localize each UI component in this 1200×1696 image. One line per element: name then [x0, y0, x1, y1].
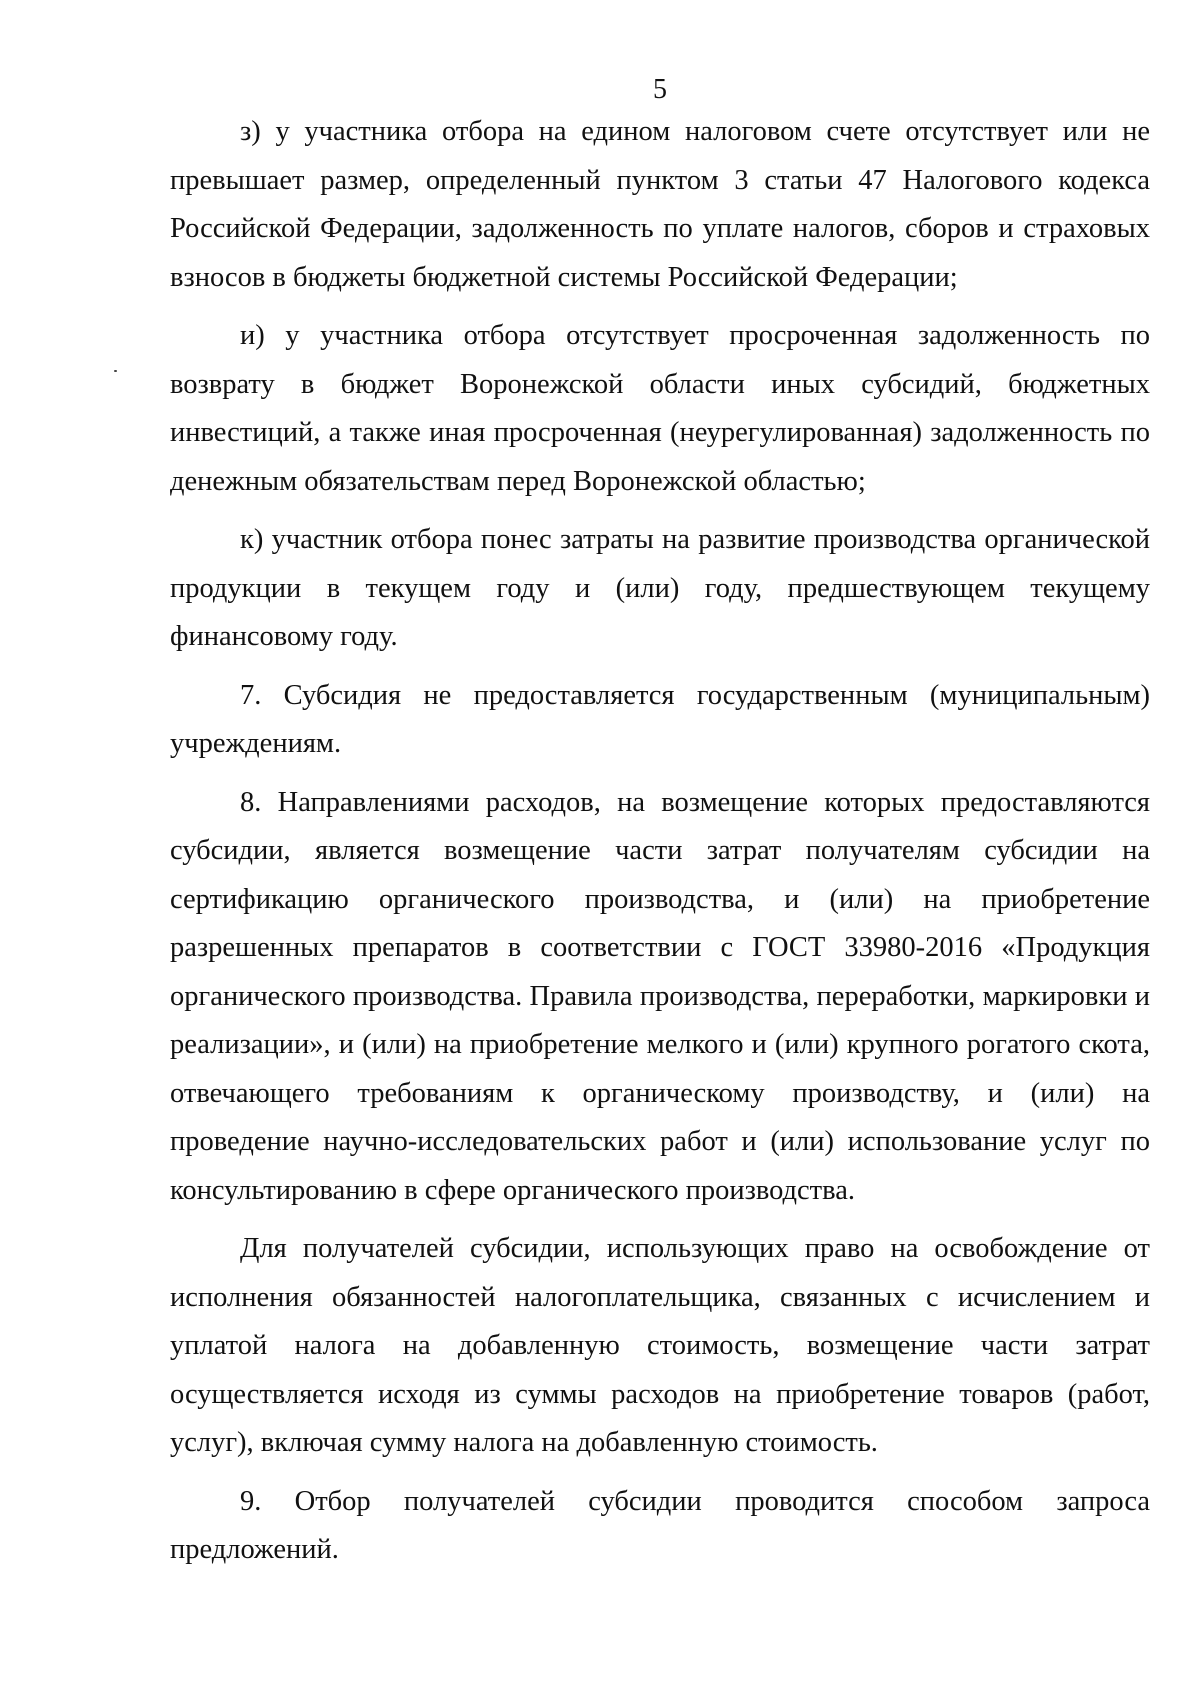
page-number: 5 [653, 74, 667, 105]
paragraph-i: и) у участника отбора отсутствует просроченная задолженность по возврату в бюджет Воронежской области иных субсидий, бюджетных инвестиций, а также иная просроченная (неурегулированная) задолженность по денежным обязательствам перед Воронежской областью; [170, 320, 1150, 497]
paragraph-9: 9. Отбор получателей субсидии проводится способом запроса предложений. [170, 1485, 1150, 1565]
paragraph-z: з) у участника отбора на едином налоговом счете отсутствует или не превышает размер, определенный пунктом 3 статьи 47 Налогового кодекса Российской Федерации, задолженность по уплате налогов, сборов и страховых взносов в бюджеты бюджетной системы Российской Федерации; [170, 116, 1150, 293]
paragraph-vat-note: Для получателей субсидии, использующих право на освобождение от исполнения обязанностей налогоплательщика, связанных с исчислением и уплатой налога на добавленную стоимость, возмещение части затрат осуществляется исходя из суммы расходов на приобретение товаров (работ, услуг), включая сумму налога на добавленную стоимость. [170, 1233, 1150, 1458]
paragraph-7: 7. Субсидия не предоставляется государственным (муниципальным) учреждениям. [170, 679, 1150, 759]
paragraph-8: 8. Направлениями расходов, на возмещение которых предоставляются субсидии, является возмещение части затрат получателям субсидии на сертификацию органического производства, и (или) на приобретение разрешенных препаратов в соответствии с ГОСТ 33980-2016 «Продукция органического производства. Правила производства, переработки, маркировки и реализации», и (или) на приобретение мелкого и (или) крупного рогатого скота, отвечающего требованиям к органическому производству, и (или) на проведение научно-исследовательских работ и (или) использование услуг по консультированию в сфере органического производства. [170, 786, 1150, 1206]
document-body [170, 108, 1150, 1585]
scan-speck [114, 370, 117, 372]
paragraph-k: к) участник отбора понес затраты на развитие производства органической продукции в текущем году и (или) году, предшествующем текущему финансовому году. [170, 524, 1150, 652]
